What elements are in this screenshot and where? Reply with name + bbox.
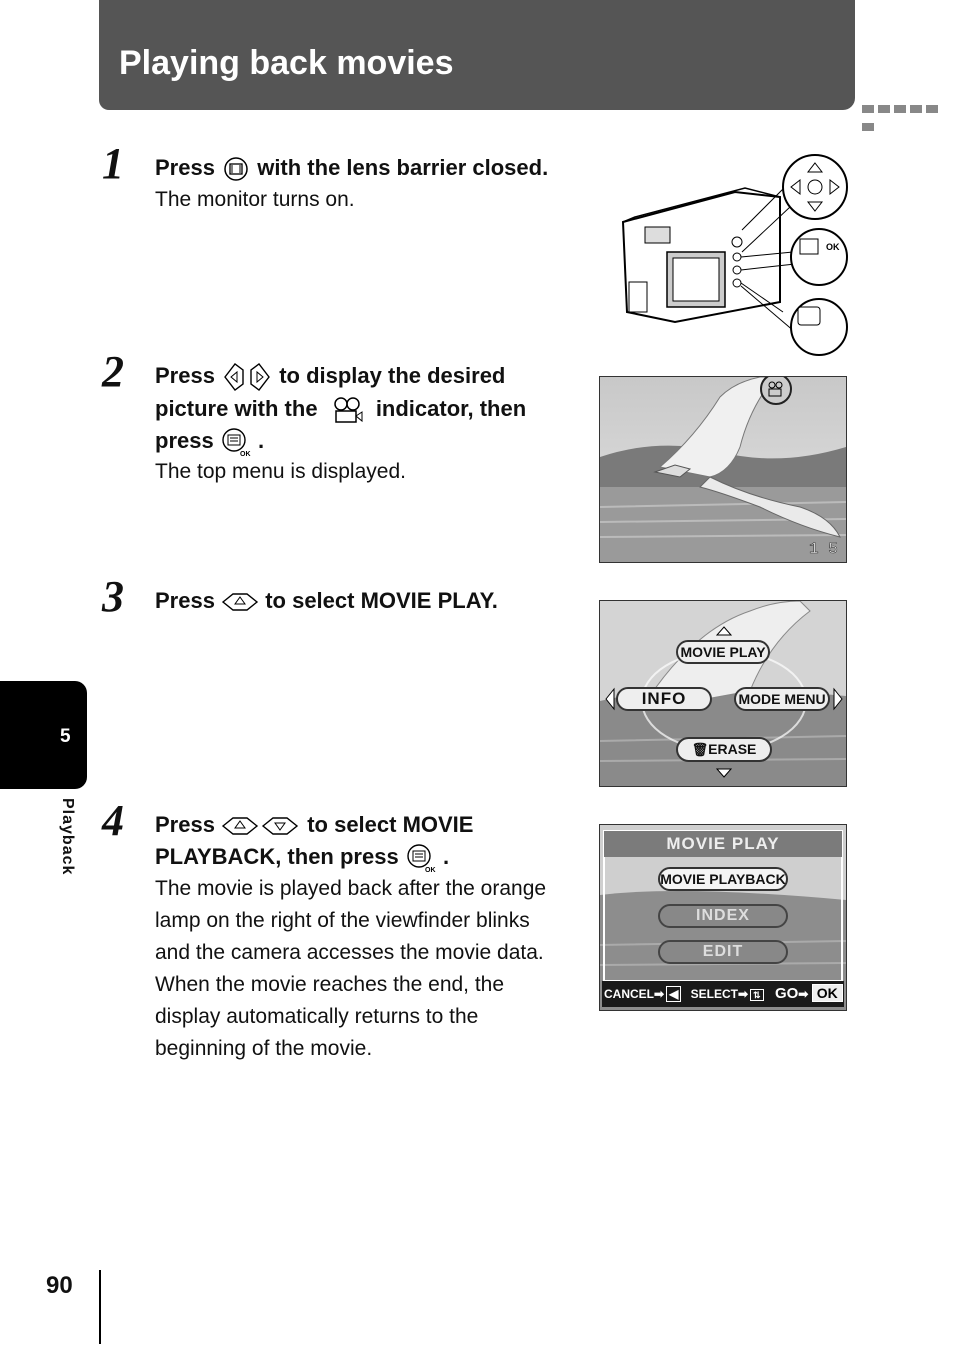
right-arrow-icon: ➡ (654, 987, 665, 1001)
menu-edit[interactable]: EDIT (658, 940, 788, 964)
right-arrow-icon: ➡ (798, 987, 809, 1001)
page-number: 90 (46, 1272, 73, 1299)
step-4-number: 4 (102, 796, 124, 845)
step-3-title: Press to select MOVIE PLAY. (155, 588, 498, 613)
step-2-number: 2 (102, 347, 124, 396)
menu-index[interactable]: INDEX (658, 904, 788, 928)
up-down-button-icon: ⇅ (750, 989, 764, 1001)
page-title: Playing back movies (119, 44, 454, 82)
ok-menu-button-icon (220, 427, 252, 457)
ok-menu-button-icon (405, 843, 437, 873)
chapter-tab (0, 681, 87, 789)
camera-ok-label: OK (826, 242, 840, 252)
menu-movie-play[interactable]: MOVIE PLAY (676, 640, 770, 664)
menu-footer (604, 985, 844, 1002)
camera-illustration (615, 152, 850, 362)
step-1-number: 1 (102, 139, 124, 188)
step-3-number: 3 (102, 572, 124, 621)
screen-movie-play-menu (599, 824, 847, 1011)
step-4-title: Press to select MOVIE PLAYBACK, then press OK . (155, 812, 474, 874)
chapter-number: 5 (60, 726, 71, 747)
screen-playback-image (599, 376, 847, 563)
screen-top-menu (599, 600, 847, 787)
menu-erase[interactable]: 🗑ERASE (676, 737, 772, 762)
svg-text:OK: OK (239, 451, 251, 458)
movie-indicator-icon (324, 396, 370, 424)
chapter-label: Playback (59, 798, 76, 876)
step-2-title: Press to display the desired picture with the indicator, then press OK . (155, 363, 527, 458)
page-header (99, 0, 855, 110)
frame-counter: 1 5 (809, 540, 838, 558)
seagull-photo (600, 377, 846, 562)
monitor-button-icon (221, 156, 251, 182)
menu-movie-playback[interactable]: MOVIE PLAYBACK (658, 867, 788, 891)
right-arrow-icon: ➡ (737, 987, 749, 1001)
header-decoration (862, 100, 954, 136)
menu-info[interactable]: INFO (616, 687, 712, 711)
left-button-icon: ◀ (666, 986, 681, 1002)
step-1-body: The monitor turns on. (155, 188, 355, 211)
trash-icon: 🗑 (691, 742, 709, 757)
up-down-arrow-icon (221, 815, 301, 837)
left-right-arrow-icon (221, 361, 273, 393)
up-arrow-button-icon (221, 591, 259, 613)
svg-text:OK: OK (424, 867, 436, 874)
step-4-body: The movie is played back after the orange lamp on the right of the viewfinder blinks and the camera accesses the movie data. When the movie reaches the end, the display automatically returns to the beginning of the movie. (155, 877, 547, 1060)
movie-play-title: MOVIE PLAY (666, 834, 780, 853)
go-label: GO (774, 985, 799, 1002)
step-2-body: The top menu is displayed. (155, 460, 406, 483)
cancel-label: CANCEL (604, 987, 654, 1001)
step-1-title: Press with the lens barrier closed. (155, 152, 548, 184)
select-label: SELECT (690, 987, 738, 1001)
menu-mode-menu[interactable]: MODE MENU (734, 687, 830, 711)
page-divider (99, 1270, 101, 1344)
ok-button[interactable]: OK (812, 984, 843, 1002)
